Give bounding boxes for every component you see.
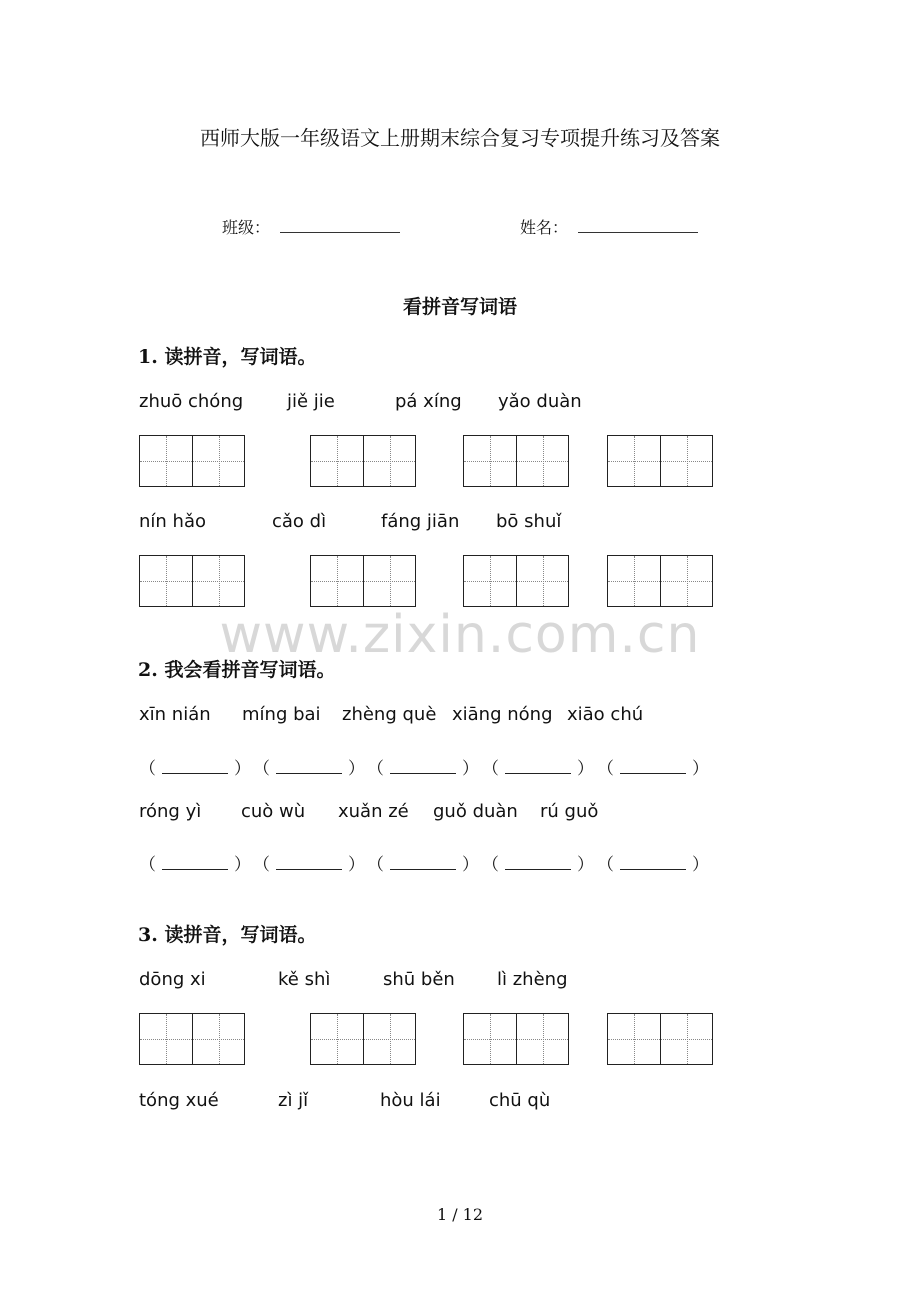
name-label: 姓名： bbox=[520, 218, 569, 237]
q3-pinyin: tóng xué bbox=[139, 1090, 219, 1111]
writing-grid[interactable] bbox=[310, 555, 416, 607]
writing-grid[interactable] bbox=[310, 1013, 416, 1065]
answer-blank[interactable]: （ ） bbox=[367, 759, 479, 779]
writing-grid[interactable] bbox=[607, 1013, 713, 1065]
section-title: 看拼音写词语 bbox=[402, 296, 517, 318]
class-blank[interactable] bbox=[280, 232, 400, 233]
q1-pinyin: yǎo duàn bbox=[498, 391, 582, 412]
q1-pinyin: fáng jiān bbox=[381, 511, 460, 532]
q3-pinyin: zì jǐ bbox=[278, 1090, 309, 1111]
writing-grid[interactable] bbox=[139, 555, 245, 607]
q1-pinyin: nín hǎo bbox=[139, 511, 206, 532]
writing-grid[interactable] bbox=[463, 1013, 569, 1065]
name-blank[interactable] bbox=[578, 232, 698, 233]
q3-pinyin: chū qù bbox=[489, 1090, 551, 1111]
writing-grid[interactable] bbox=[310, 435, 416, 487]
writing-grid[interactable] bbox=[607, 555, 713, 607]
writing-grid[interactable] bbox=[607, 435, 713, 487]
page-title: 西师大版一年级语文上册期末综合复习专项提升练习及答案 bbox=[200, 126, 720, 150]
q1-pinyin: cǎo dì bbox=[272, 511, 327, 532]
answer-blank[interactable]: （ ） bbox=[482, 759, 594, 779]
q2-pinyin: róng yì bbox=[139, 801, 202, 822]
page-number: 1 / 12 bbox=[436, 1205, 484, 1224]
answer-blank[interactable]: （ ） bbox=[139, 855, 251, 875]
q1-pinyin: pá xíng bbox=[395, 391, 462, 412]
answer-blank[interactable]: （ ） bbox=[597, 759, 709, 779]
answer-blank[interactable]: （ ） bbox=[597, 855, 709, 875]
writing-grid[interactable] bbox=[139, 1013, 245, 1065]
answer-blank[interactable]: （ ） bbox=[253, 855, 365, 875]
q3-pinyin: lì zhèng bbox=[497, 969, 568, 990]
answer-blank[interactable]: （ ） bbox=[482, 855, 594, 875]
writing-grid[interactable] bbox=[139, 435, 245, 487]
q2-pinyin: xiāng nóng bbox=[452, 704, 553, 725]
q2-pinyin: xīn nián bbox=[139, 704, 211, 725]
q2-pinyin: cuò wù bbox=[241, 801, 306, 822]
q2-pinyin: zhèng què bbox=[342, 704, 437, 725]
q3-pinyin: dōng xi bbox=[139, 969, 206, 990]
answer-blank[interactable]: （ ） bbox=[139, 759, 251, 779]
watermark: www.zixin.com.cn bbox=[219, 605, 701, 665]
q1-heading: 1. 读拼音，写词语。 bbox=[138, 346, 317, 368]
q2-pinyin: xuǎn zé bbox=[338, 801, 409, 822]
writing-grid[interactable] bbox=[463, 435, 569, 487]
q3-heading: 3. 读拼音，写词语。 bbox=[138, 924, 317, 946]
q2-heading: 2. 我会看拼音写词语。 bbox=[138, 659, 336, 681]
class-label: 班级： bbox=[222, 218, 271, 237]
answer-blank[interactable]: （ ） bbox=[367, 855, 479, 875]
answer-blank[interactable]: （ ） bbox=[253, 759, 365, 779]
q2-pinyin: xiāo chú bbox=[567, 704, 644, 725]
q2-pinyin: guǒ duàn bbox=[433, 801, 518, 822]
q1-pinyin: jiě jie bbox=[287, 391, 335, 412]
q3-pinyin: hòu lái bbox=[380, 1090, 441, 1111]
q2-pinyin: rú guǒ bbox=[540, 801, 599, 822]
q3-pinyin: shū běn bbox=[383, 969, 455, 990]
q2-pinyin: míng bai bbox=[242, 704, 321, 725]
q1-pinyin: zhuō chóng bbox=[139, 391, 244, 412]
writing-grid[interactable] bbox=[463, 555, 569, 607]
q1-pinyin: bō shuǐ bbox=[496, 511, 562, 532]
q3-pinyin: kě shì bbox=[278, 969, 331, 990]
